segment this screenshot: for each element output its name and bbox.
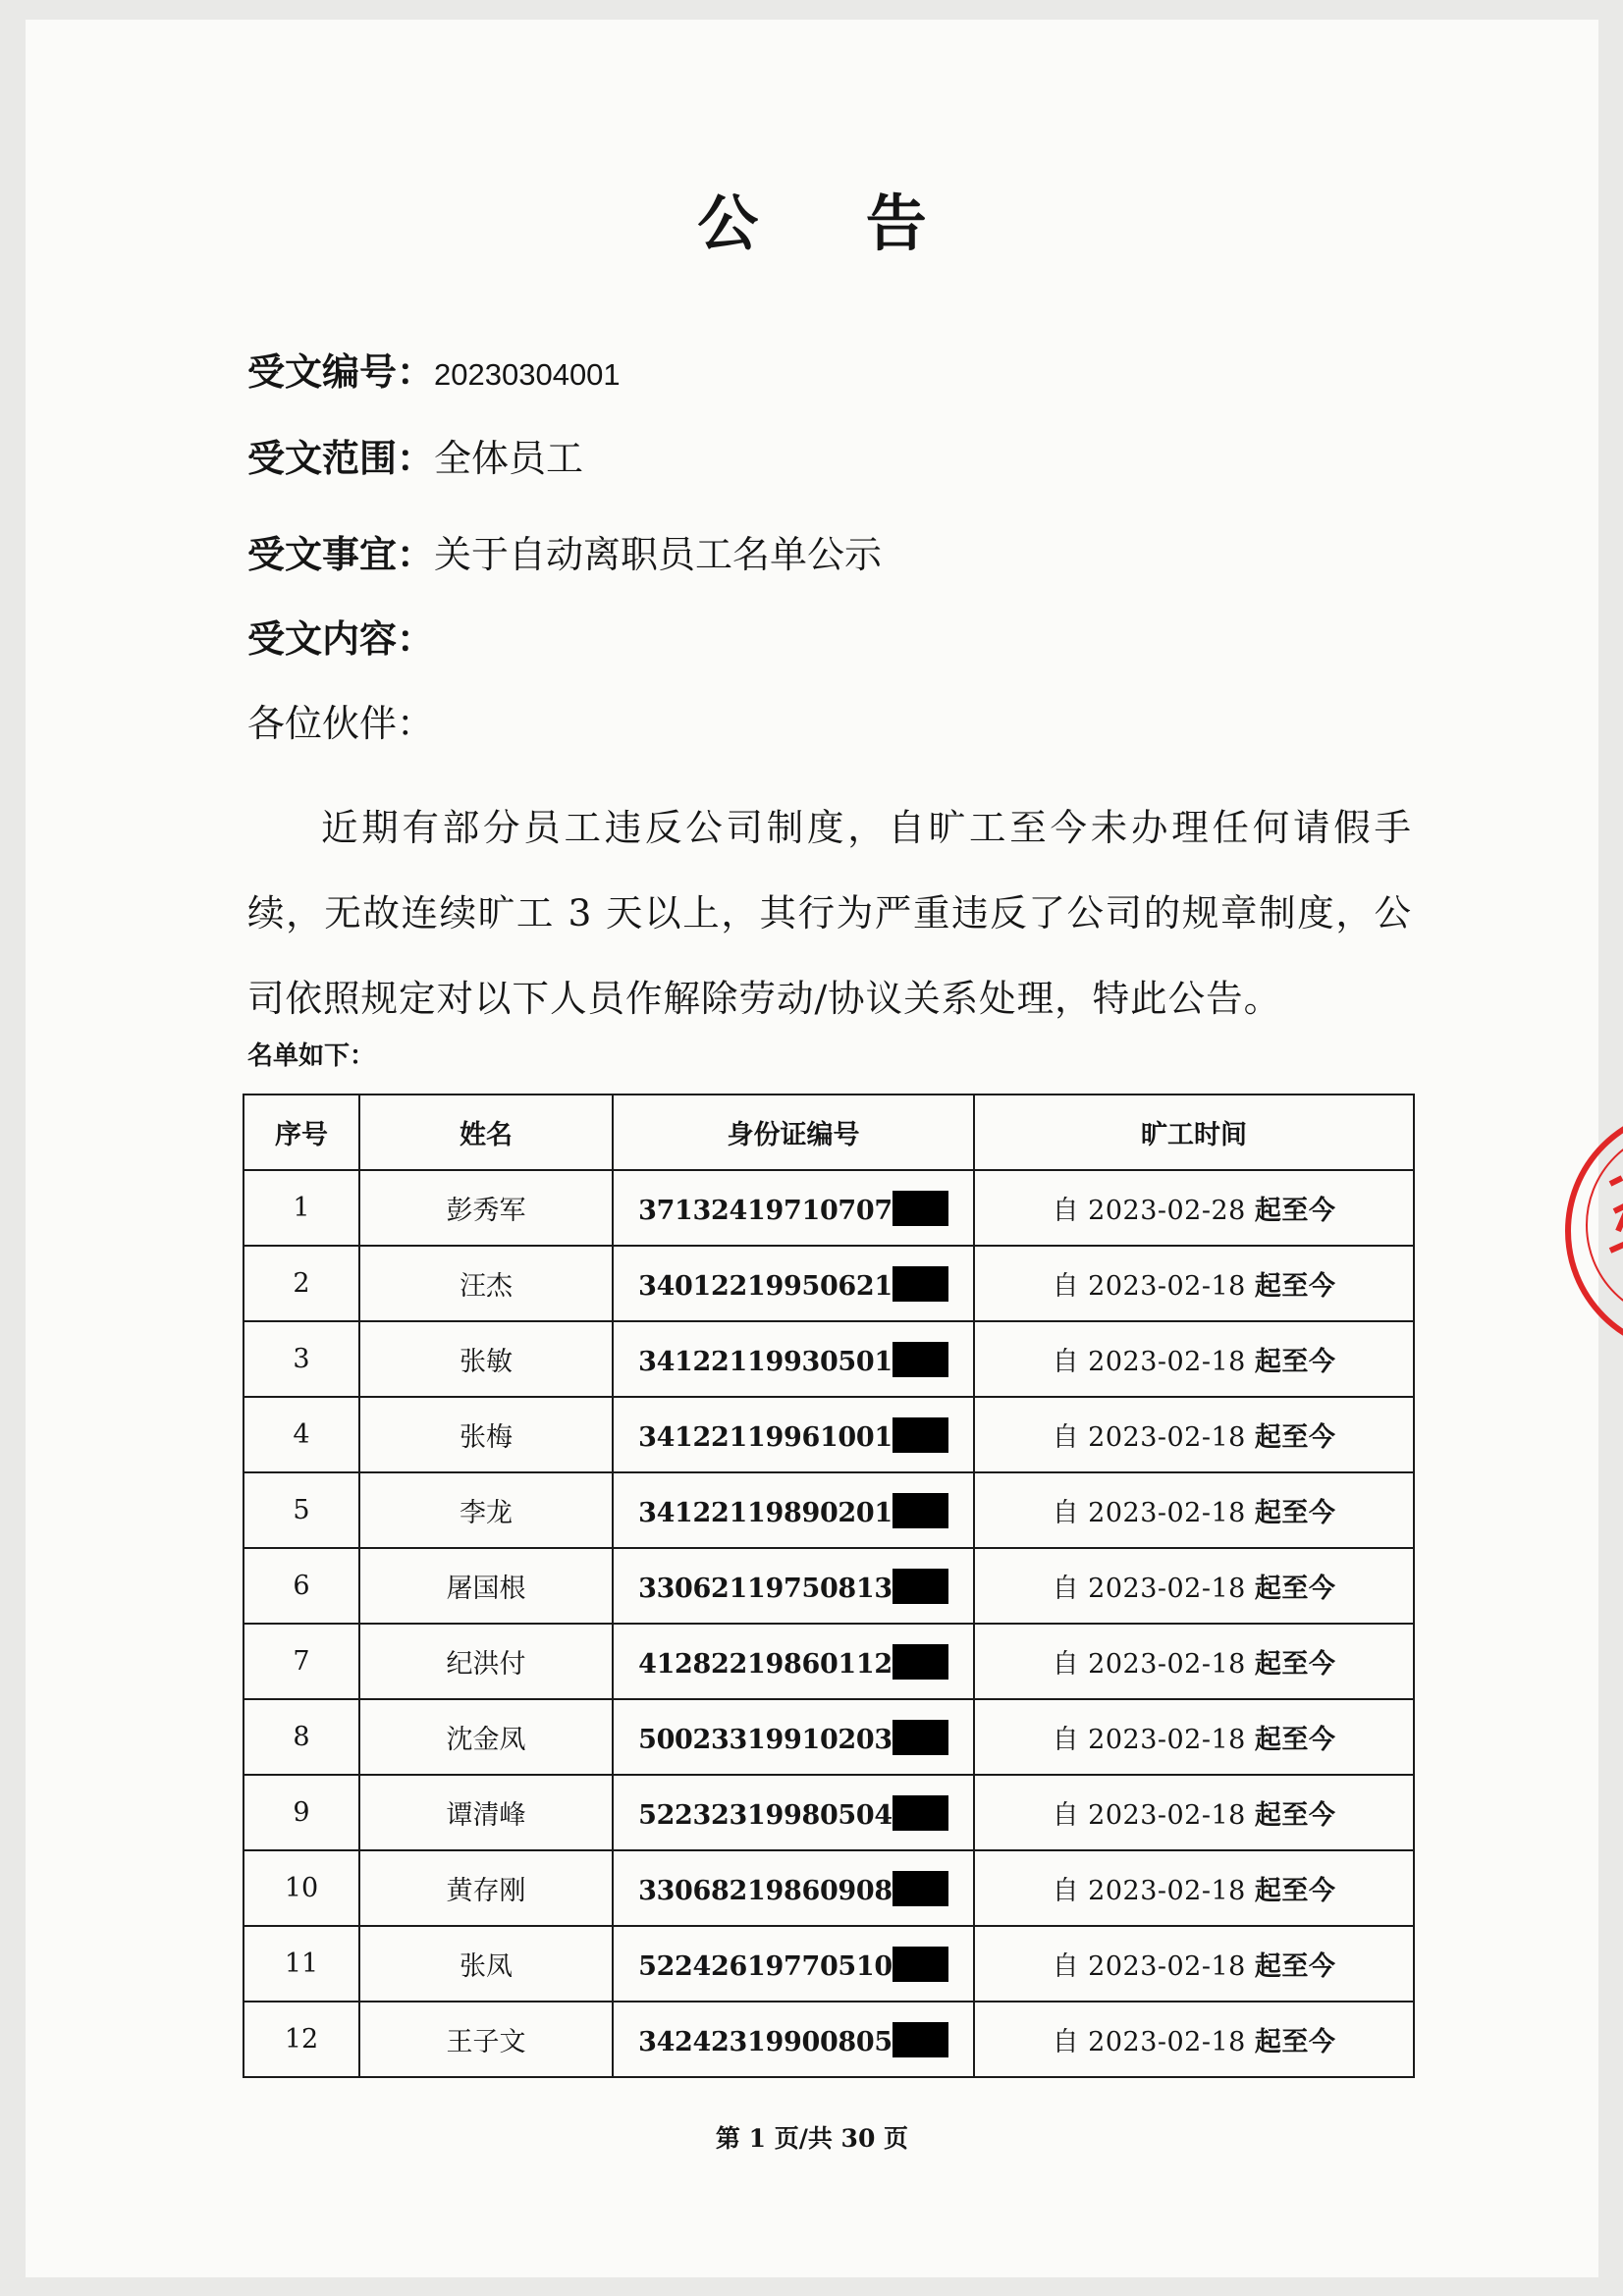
row-id [613,1170,974,1246]
since-date: 2023-02-18 [1088,1422,1246,1453]
since-date: 2023-02-18 [1088,1649,1246,1680]
since-prefix: 自 [1052,1725,1080,1755]
row-name: 屠国根 [359,1548,613,1624]
row-absence [974,2002,1414,2077]
field-value: 全体员工 [434,437,584,480]
since-suffix: 起至今 [1254,1876,1336,1906]
id-digits: 33062119750813 [638,1573,893,1604]
redaction-block [893,1569,948,1604]
since-date: 2023-02-18 [1088,1271,1246,1302]
since-date: 2023-02-28 [1088,1196,1246,1226]
field-label: 受文内容： [247,616,435,661]
field-subject [247,532,883,576]
row-id [613,2002,974,2077]
id-digits: 41282219860112 [638,1648,893,1680]
since-prefix: 自 [1052,1800,1080,1831]
since-suffix: 起至今 [1254,1725,1336,1755]
body-paragraph: 近期有部分员工违反公司制度，自旷工至今未办理任何请假手续，无故连续旷工 3 天以上，其行为严重违反了公司的规章制度，公司依照规定对以下人员作解除劳动/协议关系处理，特此公告。 [247,806,1412,1020]
table-header-row [243,1095,1414,1170]
since-date: 2023-02-18 [1088,1725,1246,1755]
redaction-block [893,1493,948,1528]
since-date: 2023-02-18 [1088,1951,1246,1982]
row-no: 10 [243,1850,359,1926]
since-prefix: 自 [1052,1271,1080,1302]
employee-table [243,1094,1415,2078]
row-absence [974,1548,1414,1624]
row-no: 1 [243,1170,359,1246]
id-digits: 52242619770510 [638,1950,893,1982]
row-id [613,1850,974,1926]
greeting: 各位伙伴： [247,702,435,745]
since-prefix: 自 [1052,1347,1080,1377]
row-id [613,1321,974,1397]
row-absence [974,1624,1414,1699]
id-digits: 34122119930501 [638,1346,893,1377]
table-row [243,1775,1414,1850]
row-name: 王子文 [359,2002,613,2077]
page-footer: 第 1 页/共 30 页 [715,2124,909,2153]
row-name: 李龙 [359,1472,613,1548]
header-name: 姓名 [359,1095,613,1170]
field-label: 受文范围： [247,436,435,480]
row-no: 3 [243,1321,359,1397]
redaction-block [893,1644,948,1680]
field-doc-number [247,349,621,394]
redaction-block [893,1191,948,1226]
row-id [613,1472,974,1548]
row-absence [974,1775,1414,1850]
row-no: 5 [243,1472,359,1548]
field-value: 20230304001 [434,357,621,392]
field-content [247,616,435,661]
id-digits: 34012219950621 [638,1270,893,1302]
since-suffix: 起至今 [1254,1422,1336,1453]
row-name: 黄存刚 [359,1850,613,1926]
seal-star-icon [1571,1113,1623,1349]
redaction-block [893,1795,948,1831]
id-digits: 52232319980504 [638,1799,893,1831]
since-prefix: 自 [1052,2027,1080,2057]
row-id [613,1397,974,1472]
since-suffix: 起至今 [1254,1196,1336,1226]
since-suffix: 起至今 [1254,1800,1336,1831]
row-id [613,1548,974,1624]
row-name: 张敏 [359,1321,613,1397]
since-date: 2023-02-18 [1088,2027,1246,2057]
table-row [243,1926,1414,2002]
table-row [243,1170,1414,1246]
since-suffix: 起至今 [1254,1498,1336,1528]
row-absence [974,1397,1414,1472]
table-row [243,1397,1414,1472]
document-page [26,20,1598,2277]
row-no: 7 [243,1624,359,1699]
table-row [243,1624,1414,1699]
row-name: 彭秀军 [359,1170,613,1246]
redaction-block [893,1947,948,1982]
since-suffix: 起至今 [1254,1271,1336,1302]
since-suffix: 起至今 [1254,1951,1336,1982]
row-id [613,1926,974,2002]
row-absence [974,1170,1414,1246]
row-id [613,1699,974,1775]
since-date: 2023-02-18 [1088,1876,1246,1906]
row-id [613,1775,974,1850]
row-absence [974,1926,1414,2002]
row-absence [974,1472,1414,1548]
since-suffix: 起至今 [1254,1574,1336,1604]
since-suffix: 起至今 [1254,2027,1336,2057]
since-prefix: 自 [1052,1574,1080,1604]
since-prefix: 自 [1052,1649,1080,1680]
redaction-block [893,1871,948,1906]
id-digits: 34242319900805 [638,2026,893,2057]
row-no: 9 [243,1775,359,1850]
field-label: 受文事宜： [247,532,435,576]
since-prefix: 自 [1052,1196,1080,1226]
id-digits: 37132419710707 [638,1195,893,1226]
list-title: 名单如下： [247,1041,376,1071]
id-digits: 33068219860908 [638,1875,893,1906]
since-date: 2023-02-18 [1088,1347,1246,1377]
row-name: 汪杰 [359,1246,613,1321]
header-absence: 旷工时间 [974,1095,1414,1170]
row-absence [974,1850,1414,1926]
field-value: 关于自动离职员工名单公示 [434,533,883,576]
row-no: 6 [243,1548,359,1624]
since-date: 2023-02-18 [1088,1574,1246,1604]
since-suffix: 起至今 [1254,1649,1336,1680]
row-absence [974,1321,1414,1397]
table-row [243,1472,1414,1548]
id-digits: 50023319910203 [638,1724,893,1755]
redaction-block [893,2022,948,2057]
table-row [243,2002,1414,2077]
row-name: 张梅 [359,1397,613,1472]
since-date: 2023-02-18 [1088,1498,1246,1528]
table-row [243,1246,1414,1321]
field-scope [247,436,584,480]
row-name: 纪洪付 [359,1624,613,1699]
field-label: 受文编号： [247,349,435,394]
row-name: 张凤 [359,1926,613,2002]
row-name: 谭清峰 [359,1775,613,1850]
table-row [243,1850,1414,1926]
since-date: 2023-02-18 [1088,1800,1246,1831]
since-prefix: 自 [1052,1876,1080,1906]
table-row [243,1699,1414,1775]
id-digits: 34122119961001 [638,1421,893,1453]
document-title: 公 告 [697,187,970,259]
row-no: 12 [243,2002,359,2077]
redaction-block [893,1266,948,1302]
redaction-block [893,1720,948,1755]
table-row [243,1321,1414,1397]
header-no: 序号 [243,1095,359,1170]
row-no: 8 [243,1699,359,1775]
row-absence [974,1699,1414,1775]
company-seal [1565,1107,1623,1355]
since-prefix: 自 [1052,1422,1080,1453]
row-no: 4 [243,1397,359,1472]
row-absence [974,1246,1414,1321]
row-no: 2 [243,1246,359,1321]
redaction-block [893,1342,948,1377]
since-prefix: 自 [1052,1951,1080,1982]
table-row [243,1548,1414,1624]
row-no: 11 [243,1926,359,2002]
row-name: 沈金凤 [359,1699,613,1775]
since-suffix: 起至今 [1254,1347,1336,1377]
row-id [613,1246,974,1321]
redaction-block [893,1417,948,1453]
row-id [613,1624,974,1699]
id-digits: 34122119890201 [638,1497,893,1528]
since-prefix: 自 [1052,1498,1080,1528]
header-id: 身份证编号 [613,1095,974,1170]
